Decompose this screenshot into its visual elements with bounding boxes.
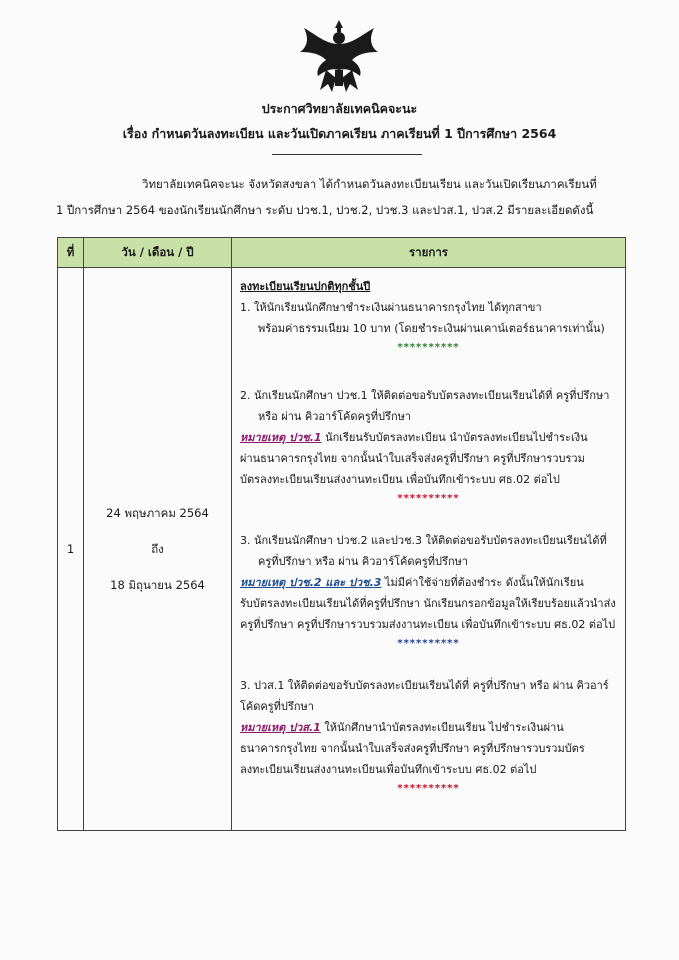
item-2-separator: **********: [397, 493, 460, 504]
title-divider: [272, 154, 422, 155]
item-4-note-line-1: ให้นักศึกษานำบัตรลงทะเบียนเรียน ไปชำระเงินผ่าน: [320, 721, 564, 734]
item-3-line-1: 3. นักเรียนนักศึกษา ปวช.2 และปวช.3 ให้ติดต่อขอรับบัตรลงทะเบียนเรียนได้ที่: [240, 534, 607, 547]
announcement-subject: เรื่อง กำหนดวันลงทะเบียน และวันเปิดภาคเรียน ภาคเรียนที่ 1 ปีการศึกษา 2564: [122, 126, 557, 141]
item-2-line-2: หรือ ผ่าน คิวอาร์โค้ดครูที่ปรึกษา: [258, 410, 412, 423]
table-header-row: [58, 238, 626, 268]
item-4-note-line-2: ธนาคารกรุงไทย จากนั้นนำใบเสร็จส่งครูที่ปรึกษา ครูที่ปรึกษารวบรวมบัตร: [240, 742, 585, 755]
date-to-word: ถึง: [151, 542, 164, 556]
item-1-line-2: พร้อมค่าธรรมเนียม 10 บาท (โดยชำระเงินผ่านเคาน์เตอร์ธนาคารเท่านั้น): [258, 322, 605, 335]
item-2-line-1: 2. นักเรียนนักศึกษา ปวช.1 ให้ติดต่อขอรับบัตรลงทะเบียนเรียนได้ที่ ครูที่ปรึกษา: [240, 389, 610, 402]
item-4-line-2: โค้ดครูที่ปรึกษา: [240, 700, 314, 713]
item-1-line-1: 1. ให้นักเรียนนักศึกษาชำระเงินผ่านธนาคารกรุงไทย ได้ทุกสาขา: [240, 301, 542, 314]
item-2-note-line-2: ผ่านธนาคารกรุงไทย จากนั้นนำใบเสร็จส่งครูที่ปรึกษา ครูที่ปรึกษารวบรวม: [240, 452, 585, 465]
item-2-note-line-3: บัตรลงทะเบียนเรียนส่งงานทะเบียน เพื่อบันทึกเข้าระบบ ศธ.02 ต่อไป: [240, 473, 560, 486]
item-1-separator: **********: [397, 342, 460, 353]
item-3-note-line-3: ครูที่ปรึกษา ครูที่ปรึกษารวบรวมส่งงานทะเบียน เพื่อบันทึกเข้าระบบ ศธ.02 ต่อไป: [240, 618, 616, 631]
item-2-note-line-1: นักเรียนรับบัตรลงทะเบียน นำบัตรลงทะเบียนไปชำระเงิน: [321, 431, 588, 444]
intro-paragraph: [56, 171, 626, 223]
detail-cell: [232, 268, 626, 831]
date-range: [84, 268, 232, 831]
item-2-note-label: หมายเหตุ ปวช.1: [240, 431, 322, 444]
header-date: วัน / เดือน / ปี: [84, 238, 232, 268]
item-4-note-line-3: ลงทะเบียนเรียนส่งงานทะเบียนเพื่อบันทึกเข้าระบบ ศธ.02 ต่อไป: [240, 763, 537, 776]
item-3-separator: **********: [397, 638, 460, 649]
item-3-line-2: ครูที่ปรึกษา หรือ ผ่าน คิวอาร์โค้ดครูที่ปรึกษา: [258, 555, 469, 568]
item-4-line-1: 3. ปวส.1 ให้ติดต่อขอรับบัตรลงทะเบียนเรียนได้ที่ ครูที่ปรึกษา หรือ ผ่าน คิวอาร์: [240, 679, 609, 692]
table-row: [58, 268, 626, 831]
item-4-separator: **********: [397, 783, 460, 794]
item-4-note-label: หมายเหตุ ปวส.1: [240, 721, 321, 734]
item-3-note-label: หมายเหตุ ปวช.2 และ ปวช.3: [240, 576, 382, 589]
header-detail: รายการ: [232, 238, 626, 268]
item-3-note-line-2: รับบัตรลงทะเบียนเรียนได้ที่ครูที่ปรึกษา นักเรียนกรอกข้อมูลให้เรียบร้อยแล้วนำส่ง: [240, 597, 616, 610]
detail-heading: ลงทะเบียนเรียนปกติทุกชั้นปี: [240, 280, 371, 293]
schedule-table: [57, 237, 626, 831]
date-to: 18 มิถุนายน 2564: [110, 578, 205, 592]
header-no: ที่: [58, 238, 84, 268]
announcement-title: ประกาศวิทยาลัยเทคนิคจะนะ: [261, 101, 418, 116]
row-number: 1: [58, 268, 84, 831]
date-from: 24 พฤษภาคม 2564: [106, 506, 209, 520]
intro-line-1: วิทยาลัยเทคนิคจะนะ จังหวัดสงขลา ได้กำหนดวันลงทะเบียนเรียน และวันเปิดเรียนภาคเรียนที่: [142, 177, 597, 191]
item-3-note-line-1: ไม่มีค่าใช้จ่ายที่ต้องชำระ ดังนั้นให้นักเรียน: [381, 576, 584, 589]
garuda-emblem-icon: [296, 18, 382, 94]
intro-line-2: 1 ปีการศึกษา 2564 ของนักเรียนนักศึกษา ระดับ ปวช.1, ปวช.2, ปวช.3 และปวส.1, ปวส.2 มีรายละเอียดดังนี้: [56, 203, 594, 217]
